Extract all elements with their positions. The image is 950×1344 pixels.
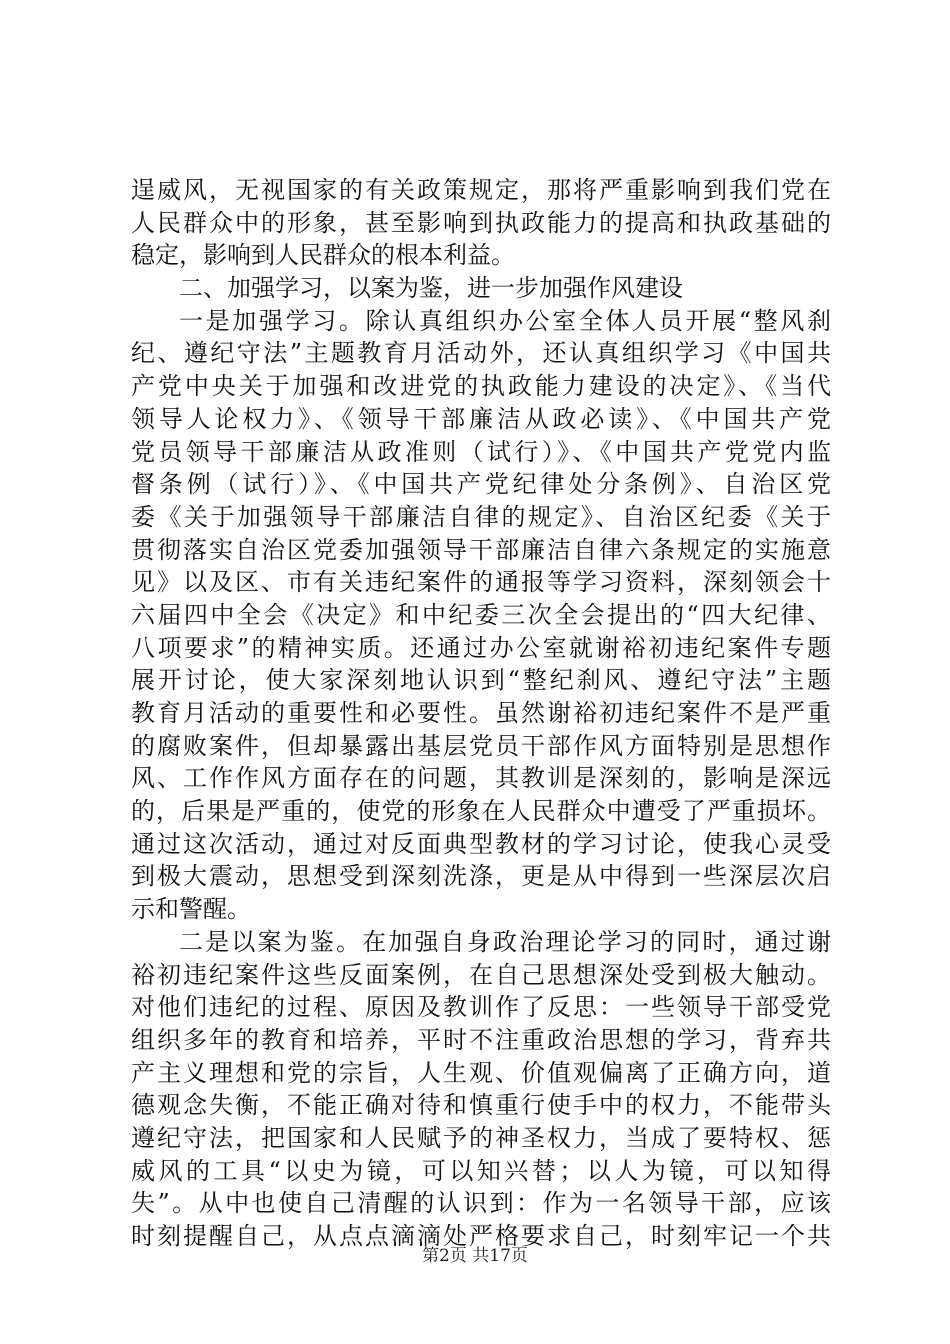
text-line: 逞威风，无视国家的有关政策规定，那将严重影响到我们党在 <box>131 176 831 204</box>
text-line: 二、加强学习，以案为鉴，进一步加强作风建设 <box>179 274 683 303</box>
text-line: 纪、遵纪守法”主题教育月活动外，还认真组织学习《中国共 <box>131 339 831 368</box>
text-line: 展开讨论，使大家深刻地认识到“整纪刹风、遵纪守法”主题 <box>131 666 831 695</box>
text-line: 党员领导干部廉洁从政准则（试行）》、《中国共产党党内监 <box>131 437 831 466</box>
text-line: 人民群众中的形象，甚至影响到执政能力的提高和执政基础的 <box>131 208 831 237</box>
text-line: 失”。从中也使自己清醒的认识到：作为一名领导干部，应该 <box>131 1189 831 1218</box>
page-footer: 第2页 共17页 <box>422 1246 528 1266</box>
text-line: 八项要求”的精神实质。还通过办公室就谢裕初违纪案件专题 <box>131 633 831 662</box>
text-line: 德观念失衡，不能正确对待和慎重行使手中的权力，不能带头 <box>131 1091 831 1120</box>
text-line: 威风的工具“以史为镜，可以知兴替；以人为镜，可以知得 <box>131 1156 831 1185</box>
text-line: 遵纪守法，把国家和人民赋予的神圣权力，当成了要特权、惩 <box>131 1123 831 1152</box>
text-line: 到极大震动，思想受到深刻洗涤，更是从中得到一些深层次启 <box>131 862 831 891</box>
text-line: 见》以及区、市有关违纪案件的通报等学习资料，深刻领会十 <box>131 568 831 597</box>
text-line: 时刻提醒自己，从点点滴滴处严格要求自己，时刻牢记一个共 <box>131 1222 831 1250</box>
text-line: 领导人论权力》、《领导干部廉洁从政必读》、《中国共产党 <box>131 404 831 433</box>
text-line: 组织多年的教育和培养，平时不注重政治思想的学习，背弃共 <box>131 1025 831 1054</box>
text-line: 对他们违纪的过程、原因及教训作了反思：一些领导干部受党 <box>131 993 831 1022</box>
text-line: 贯彻落实自治区党委加强领导干部廉洁自律六条规定的实施意 <box>131 535 831 564</box>
text-line: 通过这次活动，通过对反面典型教材的学习讨论，使我心灵受 <box>131 829 831 858</box>
text-line: 教育月活动的重要性和必要性。虽然谢裕初违纪案件不是严重 <box>131 699 831 727</box>
text-line: 风、工作作风方面存在的问题，其教训是深刻的，影响是深远 <box>131 764 831 793</box>
text-line: 产党中央关于加强和改进党的执政能力建设的决定》、《当代 <box>131 372 831 401</box>
text-line: 六届四中全会《决定》和中纪委三次全会提出的“四大纪律、 <box>131 600 831 629</box>
text-line: 二是以案为鉴。在加强自身政治理论学习的同时，通过谢 <box>179 927 831 956</box>
text-line: 委《关于加强领导干部廉洁自律的规定》、自治区纪委《关于 <box>131 502 831 531</box>
text-line: 裕初违纪案件这些反面案例，在自己思想深处受到极大触动。 <box>131 960 831 989</box>
document-body <box>131 174 831 1253</box>
text-line: 督条例（试行）》、《中国共产党纪律处分条例》、自治区党 <box>131 470 831 499</box>
text-line: 稳定，影响到人民群众的根本利益。 <box>131 241 515 270</box>
text-line: 示和警醒。 <box>131 895 251 924</box>
text-line: 的，后果是严重的，使党的形象在人民群众中遭受了严重损坏。 <box>131 797 831 826</box>
text-line: 的腐败案件，但却暴露出基层党员干部作风方面特别是思想作 <box>131 731 831 760</box>
text-line: 产主义理想和党的宗旨，人生观、价值观偏离了正确方向，道 <box>131 1058 831 1087</box>
text-line: 一是加强学习。除认真组织办公室全体人员开展“整风刹 <box>179 306 831 335</box>
